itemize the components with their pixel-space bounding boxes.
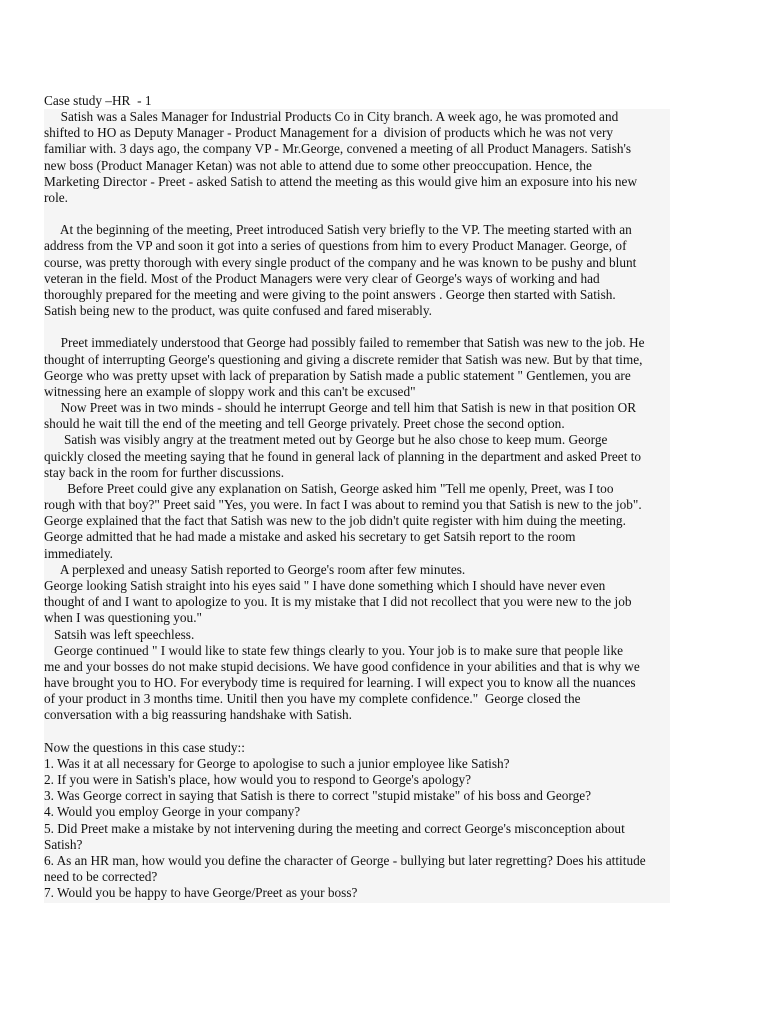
document-line: 2. If you were in Satish's place, how would you to respond to George's apology? bbox=[44, 772, 472, 788]
document-line: Satish was visibly angry at the treatment meted out by George but he also chose to keep mum. George bbox=[44, 432, 608, 448]
document-line: quickly closed the meeting saying that he found in general lack of planning in the department and asked Preet to bbox=[44, 448, 642, 464]
document-line: 1. Was it at all necessary for George to apologise to such a junior employee like Satish? bbox=[44, 755, 510, 771]
document-line bbox=[44, 319, 670, 335]
document-line: A perplexed and uneasy Satish reported to George's room after few minutes. bbox=[44, 561, 466, 577]
document-line bbox=[44, 724, 670, 740]
document-line: rough with that boy?" Preet said "Yes, you were. In fact I was about to remind you that Satish is new to the job". bbox=[44, 497, 642, 513]
document-line: address from the VP and soon it got into a series of questions from him to every Product Manager. George, of bbox=[44, 238, 627, 254]
document-line: course, was pretty thorough with every single product of the company and he was known to be pushy and blunt bbox=[44, 254, 637, 270]
document-line: new boss (Product Manager Ketan) was not able to attend due to some other preoccupation. Hence, the bbox=[44, 157, 592, 173]
document-line: thoroughly prepared for the meeting and were giving to the point answers . George then started with Satish. bbox=[44, 286, 616, 302]
document-line: Before Preet could give any explanation on Satish, George asked him "Tell me openly, Preet, was I too bbox=[44, 480, 614, 496]
document-line: Marketing Director - Preet - asked Satish to attend the meeting as this would give him an exposure into his new bbox=[44, 173, 638, 189]
document-line: me and your bosses do not make stupid decisions. We have good confidence in your abilities and that is why we bbox=[44, 658, 640, 674]
document-line: should he wait till the end of the meeting and tell George privately. Preet chose the second option. bbox=[44, 416, 565, 432]
document-body bbox=[44, 109, 670, 903]
document-line: thought of and I want to apologize to you. It is my mistake that I did not recollect that you were new to the job bbox=[44, 594, 632, 610]
document-line: stay back in the room for further discussions. bbox=[44, 464, 285, 480]
document-line: when I was questioning you." bbox=[44, 610, 202, 626]
document-line: George admitted that he had made a mistake and asked his secretary to get Satsih report to the room bbox=[44, 529, 576, 545]
document-title: Case study –HR - 1 bbox=[44, 93, 152, 108]
document-line: George continued " I would like to state few things clearly to you. Your job is to make sure that people like bbox=[44, 642, 624, 658]
document-line: 3. Was George correct in saying that Satish is there to correct "stupid mistake" of his boss and George? bbox=[44, 788, 592, 804]
document-line: have brought you to HO. For everybody time is required for learning. I will expect you to know all the nuances bbox=[44, 675, 636, 691]
document-line: thought of interrupting George's questioning and giving a discrete remider that Satish was new. But by that time, bbox=[44, 351, 643, 367]
document-line: 5. Did Preet make a mistake by not intervening during the meeting and correct George's misconception about bbox=[44, 820, 625, 836]
document-line: George explained that the fact that Satish was new to the job didn't quite register with him duing the meeting. bbox=[44, 513, 626, 529]
document-line: Satish? bbox=[44, 836, 83, 852]
document-line bbox=[44, 206, 670, 222]
document-line: witnessing here an example of sloppy work and this can't be excused" bbox=[44, 383, 416, 399]
document-line: Preet immediately understood that George had possibly failed to remember that Satish was new to the job. He bbox=[44, 335, 645, 351]
document-line: 6. As an HR man, how would you define the character of George - bullying but later regretting? Does his attitude bbox=[44, 852, 646, 868]
document-line: Now Preet was in two minds - should he interrupt George and tell him that Satish is new in that position OR bbox=[44, 400, 637, 416]
document-line: role. bbox=[44, 189, 68, 205]
document-line: Satish being new to the product, was quite confused and fared miserably. bbox=[44, 303, 432, 319]
document-line: Satish was a Sales Manager for Industrial Products Co in City branch. A week ago, he was promoted and bbox=[44, 109, 619, 124]
document-line: of your product in 3 months time. Unitil then you have my complete confidence." George closed the bbox=[44, 691, 581, 707]
document-line: need to be corrected? bbox=[44, 869, 158, 885]
document-line: conversation with a big reassuring handshake with Satish. bbox=[44, 707, 352, 723]
document-line: At the beginning of the meeting, Preet introduced Satish very briefly to the VP. The meeting started with an bbox=[44, 222, 632, 238]
document-line: 7. Would you be happy to have George/Preet as your boss? bbox=[44, 885, 358, 901]
document-line: shifted to HO as Deputy Manager - Product Management for a division of products which he was not very bbox=[44, 125, 614, 141]
document-line: George looking Satish straight into his eyes said " I have done something which I should have never even bbox=[44, 577, 606, 593]
document-line: Now the questions in this case study:: bbox=[44, 739, 245, 755]
document-line: familiar with. 3 days ago, the company VP - Mr.George, convened a meeting of all Product Managers. Satish's bbox=[44, 141, 632, 157]
document-line: veteran in the field. Most of the Product Managers were very clear of George's ways of working and had bbox=[44, 270, 600, 286]
document-line: immediately. bbox=[44, 545, 113, 561]
document-line: Satsih was left speechless. bbox=[44, 626, 195, 642]
document-line: 4. Would you employ George in your company? bbox=[44, 804, 301, 820]
document-line: George who was pretty upset with lack of preparation by Satish made a public statement " Gentlemen, you are bbox=[44, 367, 631, 383]
